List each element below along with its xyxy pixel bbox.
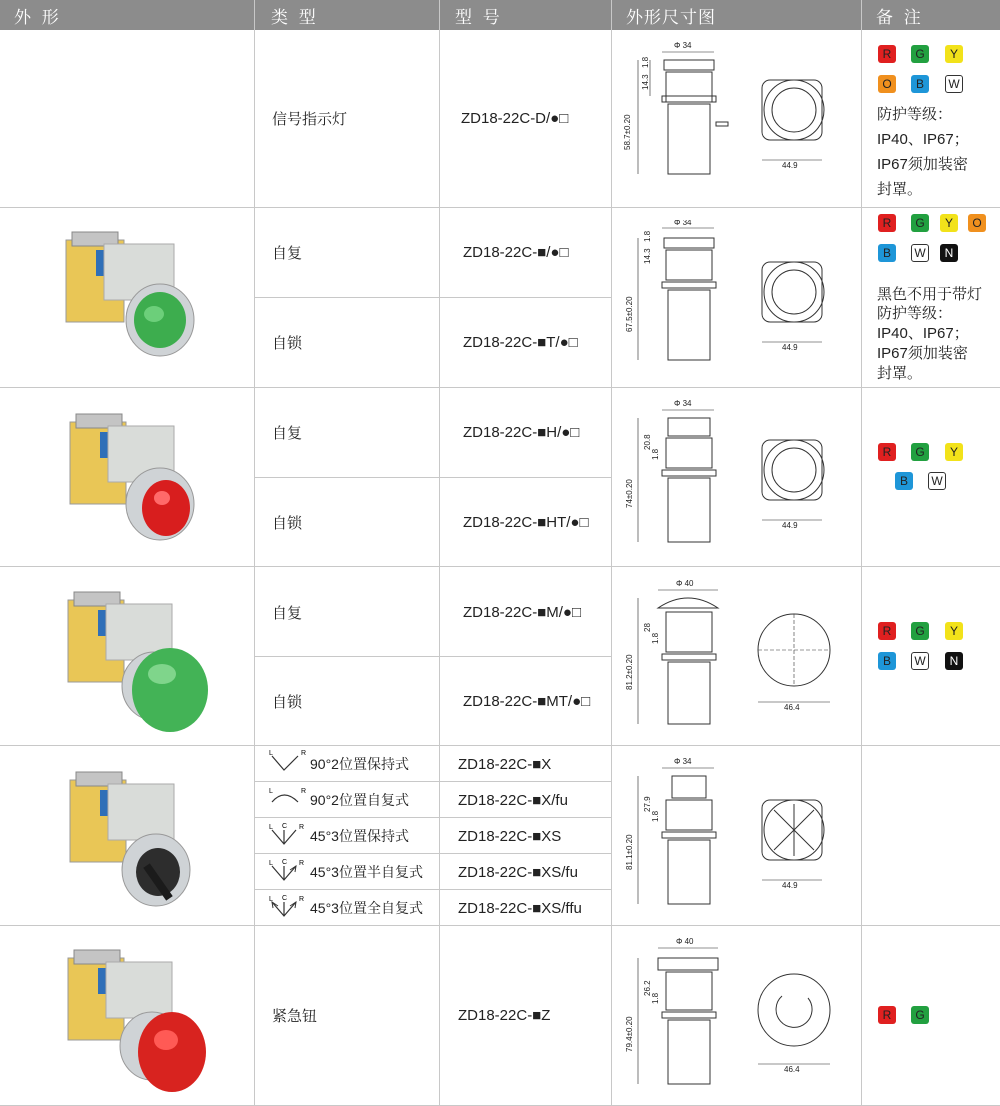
svg-text:44.9: 44.9	[782, 343, 798, 352]
svg-text:C: C	[282, 823, 288, 830]
type-cell: 自锁	[272, 693, 303, 711]
header-type: 类 型	[271, 7, 319, 27]
remark-line: 防护等级：	[877, 106, 953, 123]
svg-text:1.8: 1.8	[651, 810, 660, 822]
svg-text:Φ 40: Φ 40	[676, 938, 694, 946]
svg-text:46.4: 46.4	[784, 1065, 800, 1074]
selector-45-3-half-icon	[268, 856, 310, 891]
remark-line: 封罩。	[877, 181, 923, 198]
dimension-drawing	[618, 398, 858, 558]
sub-row-divider	[254, 477, 611, 478]
color-chip-yellow: Y	[945, 443, 963, 461]
product-photo-selector-switch	[62, 762, 212, 917]
remark-line: 防护等级：	[877, 305, 953, 322]
color-chip-green: G	[911, 622, 929, 640]
color-chip-white: W	[945, 75, 963, 93]
row-divider	[0, 566, 1000, 567]
color-chip-black: N	[945, 652, 963, 670]
svg-text:C: C	[282, 859, 288, 866]
dimension-drawing	[618, 938, 858, 1098]
type-cell: 自锁	[272, 334, 303, 352]
color-chip-green: G	[911, 1006, 929, 1024]
header-model: 型 号	[455, 7, 503, 27]
remark-line: IP67须加装密	[877, 345, 968, 362]
svg-text:R: R	[299, 860, 305, 867]
remark-line: IP40、IP67；	[877, 325, 969, 342]
color-chip-yellow: Y	[940, 214, 958, 232]
type-cell: 45°3位置半自复式	[310, 864, 423, 880]
color-chip-blue: B	[878, 244, 896, 262]
remark-line: 黑色不用于带灯	[877, 286, 983, 303]
col-divider	[254, 0, 255, 1106]
header-remarks: 备 注	[876, 7, 924, 27]
svg-text:14.3: 14.3	[643, 248, 652, 264]
model-cell: ZD18-22C-■X/fu	[458, 791, 568, 809]
type-cell: 紧急钮	[272, 1007, 318, 1025]
svg-text:C: C	[282, 895, 288, 902]
svg-text:74±0.20: 74±0.20	[625, 479, 634, 508]
model-cell: ZD18-22C-■XS/fu	[458, 863, 578, 881]
svg-text:R: R	[299, 824, 305, 831]
type-cell: 自复	[272, 604, 303, 622]
col-divider	[611, 0, 612, 1106]
svg-text:46.4: 46.4	[784, 703, 800, 712]
color-chip-green: G	[911, 443, 929, 461]
remark-line: IP40、IP67；	[877, 131, 969, 148]
svg-text:1.8: 1.8	[651, 992, 660, 1004]
sub-row-divider	[254, 297, 611, 298]
svg-text:L: L	[269, 824, 273, 831]
svg-text:R: R	[301, 788, 307, 795]
color-chip-green: G	[911, 45, 929, 63]
color-chip-blue: B	[911, 75, 929, 93]
svg-text:1.8: 1.8	[641, 56, 650, 68]
color-chip-red: R	[878, 45, 896, 63]
svg-text:79.4±0.20: 79.4±0.20	[625, 1016, 634, 1052]
model-cell: ZD18-22C-■/●□	[463, 243, 569, 261]
dimension-drawing	[618, 220, 858, 380]
row-divider	[0, 925, 1000, 926]
model-cell: ZD18-22C-■HT/●□	[463, 513, 589, 531]
svg-text:Φ 34: Φ 34	[674, 399, 692, 408]
svg-text:R: R	[299, 896, 305, 903]
selector-90-2-return-icon	[268, 784, 310, 819]
type-cell: 90°2位置自复式	[310, 792, 409, 808]
header-dimensions: 外形尺寸图	[626, 7, 716, 27]
svg-text:28: 28	[643, 623, 652, 632]
type-cell: 自复	[272, 244, 303, 262]
selector-90-2-icon	[268, 748, 310, 783]
svg-text:L: L	[269, 788, 273, 795]
svg-text:Φ 34: Φ 34	[674, 220, 692, 227]
col-divider	[439, 0, 440, 1106]
model-cell: ZD18-22C-■MT/●□	[463, 692, 591, 710]
product-photo-extended-button	[62, 404, 212, 559]
model-cell: ZD18-22C-■Z	[458, 1006, 551, 1024]
color-chip-white: W	[911, 652, 929, 670]
header-appearance: 外 形	[14, 7, 62, 27]
remark-line: IP67须加装密	[877, 156, 968, 173]
product-photo-emergency-stop	[58, 940, 218, 1105]
type-cell: 信号指示灯	[272, 110, 348, 128]
color-chip-yellow: Y	[945, 45, 963, 63]
dimension-drawing	[618, 38, 858, 198]
color-chip-white: W	[911, 244, 929, 262]
svg-text:26.2: 26.2	[643, 980, 652, 996]
product-photo-flush-button	[52, 222, 202, 377]
color-chip-orange: O	[878, 75, 896, 93]
model-cell: ZD18-22C-D/●□	[461, 109, 569, 127]
svg-text:20.8: 20.8	[643, 434, 652, 450]
type-cell: 90°2位置保持式	[310, 756, 409, 772]
svg-text:L: L	[269, 896, 273, 903]
svg-text:27.9: 27.9	[643, 796, 652, 812]
model-cell: ZD18-22C-■XS/ffu	[458, 899, 582, 917]
col-divider	[861, 0, 862, 1106]
selector-45-3-full-icon	[268, 892, 310, 927]
sub-row-divider	[254, 656, 611, 657]
color-chip-blue: B	[895, 472, 913, 490]
svg-text:Φ 34: Φ 34	[674, 758, 692, 766]
color-chip-blue: B	[878, 652, 896, 670]
type-cell: 自锁	[272, 514, 303, 532]
svg-text:1.8: 1.8	[651, 448, 660, 460]
color-chip-red: R	[878, 214, 896, 232]
type-cell: 自复	[272, 424, 303, 442]
dimension-drawing	[618, 758, 858, 918]
color-chip-black: N	[940, 244, 958, 262]
color-chip-orange: O	[968, 214, 986, 232]
svg-text:L: L	[269, 860, 273, 867]
color-chip-red: R	[878, 443, 896, 461]
dimension-drawing	[618, 578, 858, 738]
svg-text:81.1±0.20: 81.1±0.20	[625, 834, 634, 870]
svg-text:1.8: 1.8	[643, 230, 652, 242]
row-divider	[0, 387, 1000, 388]
svg-text:81.2±0.20: 81.2±0.20	[625, 654, 634, 690]
svg-text:44.9: 44.9	[782, 521, 798, 530]
color-chip-red: R	[878, 622, 896, 640]
color-chip-white: W	[928, 472, 946, 490]
svg-text:Φ 40: Φ 40	[676, 579, 694, 588]
product-photo-mushroom-button	[58, 582, 218, 747]
svg-text:1.8: 1.8	[651, 632, 660, 644]
color-chip-yellow: Y	[945, 622, 963, 640]
svg-text:L: L	[269, 750, 273, 757]
selector-45-3-icon	[268, 820, 310, 855]
svg-text:44.9: 44.9	[782, 161, 798, 170]
row-divider	[0, 207, 1000, 208]
type-cell: 45°3位置全自复式	[310, 900, 423, 916]
remark-line: 封罩。	[877, 365, 923, 382]
svg-text:Φ 34: Φ 34	[674, 41, 692, 50]
svg-text:R: R	[301, 750, 307, 757]
model-cell: ZD18-22C-■X	[458, 755, 552, 773]
model-cell: ZD18-22C-■M/●□	[463, 603, 582, 621]
color-chip-red: R	[878, 1006, 896, 1024]
svg-text:14.3: 14.3	[641, 74, 650, 90]
model-cell: ZD18-22C-■XS	[458, 827, 562, 845]
color-chip-green: G	[911, 214, 929, 232]
type-cell: 45°3位置保持式	[310, 828, 409, 844]
svg-text:58.7±0.20: 58.7±0.20	[623, 114, 632, 150]
model-cell: ZD18-22C-■T/●□	[463, 333, 578, 351]
svg-text:67.5±0.20: 67.5±0.20	[625, 296, 634, 332]
svg-text:44.9: 44.9	[782, 881, 798, 890]
model-cell: ZD18-22C-■H/●□	[463, 423, 580, 441]
